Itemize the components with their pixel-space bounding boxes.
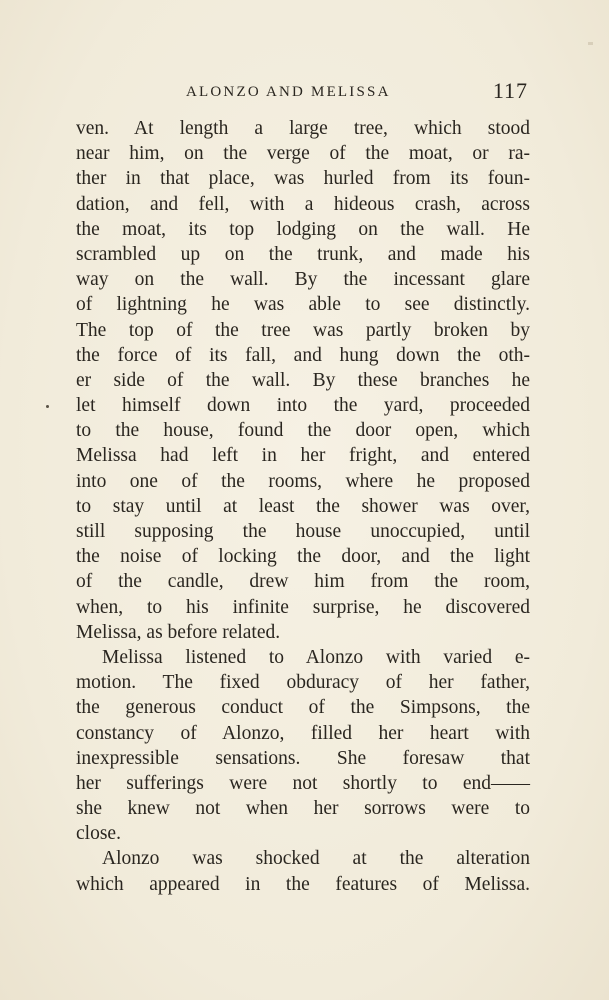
text-line: near him, on the verge of the moat, or ra-	[76, 143, 530, 165]
text-line: scrambled up on the trunk, and made his	[76, 243, 530, 265]
text-line: of the candle, drew him from the room,	[76, 571, 530, 593]
text-line: to stay until at least the shower was over,	[76, 495, 530, 517]
text-line: her sufferings were not shortly to end——	[76, 772, 530, 794]
text-line: of lightning he was able to see distinctly.	[76, 294, 530, 316]
running-head: ALONZO AND MELISSA	[186, 84, 391, 100]
text-line: ther in that place, was hurled from its foun-	[76, 168, 530, 190]
text-line: the force of its fall, and hung down the oth-	[76, 344, 530, 366]
text-line: the generous conduct of the Simpsons, the	[76, 697, 530, 719]
text-line: Melissa had left in her fright, and entered	[76, 445, 530, 467]
text-line: ven. At length a large tree, which stood	[76, 118, 530, 139]
text-line: er side of the wall. By these branches he	[76, 369, 530, 391]
text-line: into one of the rooms, where he proposed	[76, 470, 530, 492]
text-line: which appeared in the features of Melissa.	[76, 873, 530, 895]
text-line: she knew not when her sorrows were to	[76, 798, 530, 820]
page-number: 117	[492, 78, 528, 103]
text-line: way on the wall. By the incessant glare	[76, 269, 530, 291]
paragraph-first-line: Melissa listened to Alonzo with varied e-	[102, 646, 530, 668]
text-line: when, to his infinite surprise, he discovered	[76, 596, 530, 618]
paragraph-end-line: Melissa, as before related.	[76, 621, 281, 643]
text-line: let himself down into the yard, proceeded	[76, 395, 530, 417]
text-line: motion. The fixed obduracy of her father,	[76, 672, 530, 694]
page-header	[76, 78, 530, 108]
text-line: the noise of locking the door, and the light	[76, 546, 530, 568]
margin-ink-dot	[46, 405, 49, 408]
text-line: The top of the tree was partly broken by	[76, 319, 530, 341]
text-line: constancy of Alonzo, filled her heart with	[76, 722, 530, 744]
text-line: inexpressible sensations. She foresaw that	[76, 747, 530, 769]
text-line: to the house, found the door open, which	[76, 420, 530, 442]
body-text	[76, 116, 530, 897]
text-line: still supposing the house unoccupied, until	[76, 521, 530, 542]
text-line: dation, and fell, with a hideous crash, across	[76, 193, 530, 215]
paragraph-end-line: close.	[76, 823, 121, 845]
paper-blemish	[588, 42, 593, 45]
paragraph-first-line: Alonzo was shocked at the alteration	[102, 848, 530, 870]
text-line: the moat, its top lodging on the wall. He	[76, 218, 530, 240]
